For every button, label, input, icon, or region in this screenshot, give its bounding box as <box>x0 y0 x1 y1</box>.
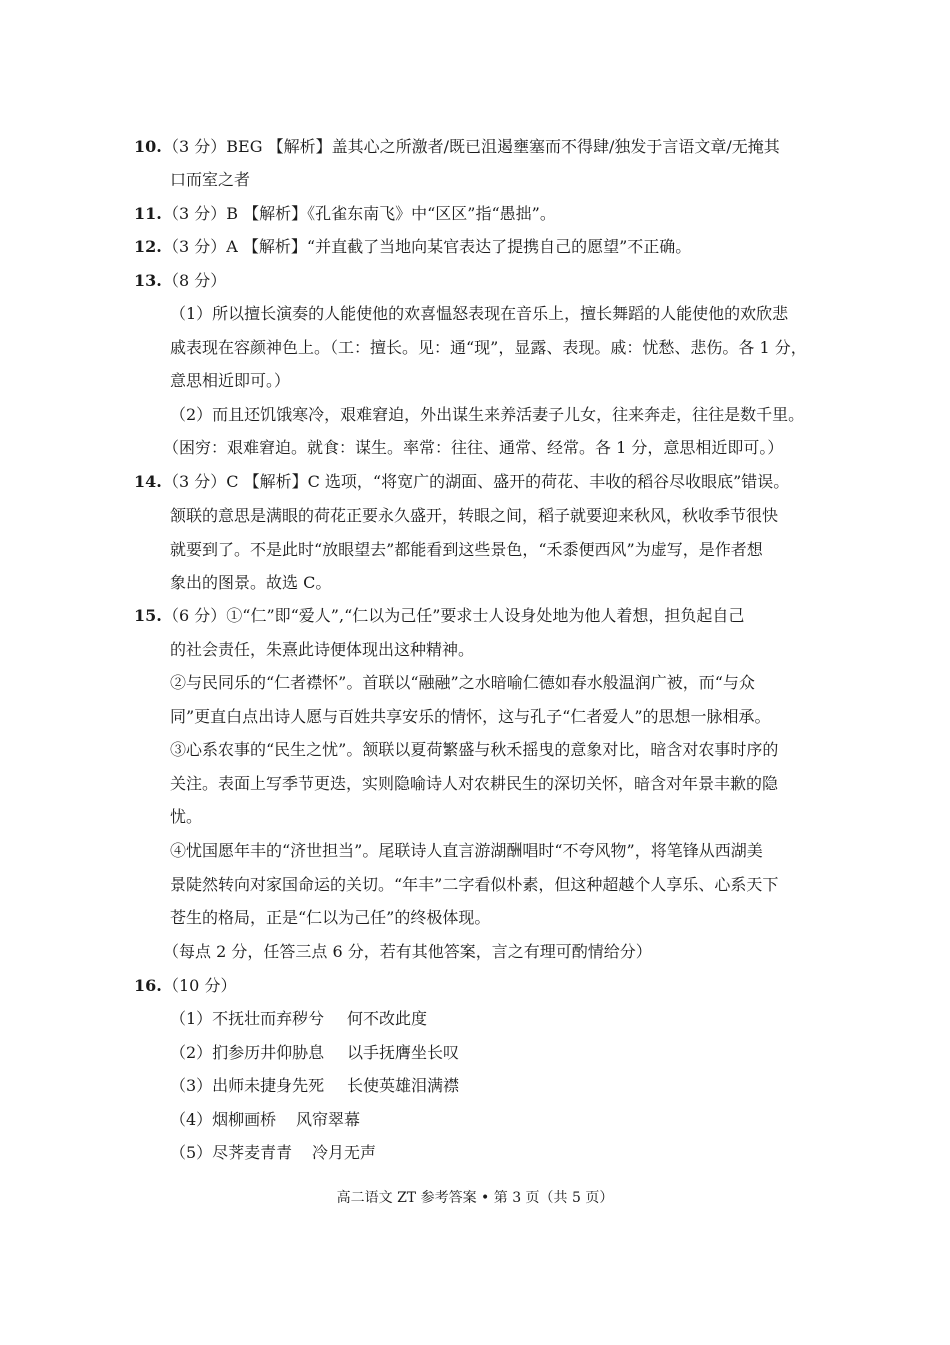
question-number: 10. <box>134 137 162 156</box>
answer-text: （每点 2 分，任答三点 6 分，若有其他答案，言之有理可酌情给分） <box>163 942 652 961</box>
question-number: 16. <box>134 976 162 995</box>
answer-text: （3 分）BEG 【解析】盖其心之所激者/既已沮遏壅塞而不得肆/独发于言语文章/无掩其 <box>163 137 780 156</box>
recitation-label: （3）出师未捷身先死 <box>170 1076 325 1095</box>
question-number: 15. <box>134 606 162 625</box>
recitation-answer: 风帘翠幕 <box>296 1110 361 1129</box>
answer-text: 意思相近即可。） <box>170 371 291 390</box>
answer-text: （3 分）C 【解析】C 选项，“将宽广的湖面、盛开的荷花、丰收的稻谷尽收眼底”错误。 <box>163 472 790 491</box>
page-footer: 高二语文 ZT 参考答案 • 第 3 页（共 5 页） <box>336 1190 614 1206</box>
question-number: 12. <box>134 237 162 256</box>
answer-text: （困穷：艰难窘迫。就食：谋生。率常：往往、通常、经常。各 1 分，意思相近即可。） <box>163 438 784 457</box>
question-number: 14. <box>134 472 162 491</box>
answer-text: ②与民同乐的“仁者襟怀”。首联以“融融”之水暗喻仁德如春水般温润广被，而“与众 <box>170 673 755 692</box>
recitation-answer: 冷月无声 <box>312 1143 377 1162</box>
answer-text: 景陡然转向对家国命运的关切。“年丰”二字看似朴素，但这种超越个人享乐、心系天下 <box>170 875 779 894</box>
answer-text: 的社会责任，朱熹此诗便体现出这种精神。 <box>170 640 475 659</box>
answer-text: （8 分） <box>163 271 227 290</box>
recitation-label: （2）扪参历井仰胁息 <box>170 1043 325 1062</box>
answer-text: 象出的图景。故选 C。 <box>170 573 332 592</box>
answer-text: （10 分） <box>163 976 237 995</box>
question-number: 13. <box>134 271 162 290</box>
recitation-answer: 长使英雄泪满襟 <box>347 1076 460 1095</box>
answer-text: 苍生的格局，正是“仁以为己任”的终极体现。 <box>170 908 491 927</box>
answer-text: （6 分）①“仁”即“爱人”,“仁以为己任”要求士人设身处地为他人着想，担负起自己 <box>163 606 745 625</box>
answer-text: ③心系农事的“民生之忧”。颔联以夏荷繁盛与秋禾摇曳的意象对比，暗含对农事时序的 <box>170 740 779 759</box>
answer-text: 忧。 <box>170 807 203 826</box>
answer-text: （3 分）B 【解析】《孔雀东南飞》中“区区”指“愚拙”。 <box>163 204 556 223</box>
answer-text: （1）所以擅长演奏的人能使他的欢喜愠怒表现在音乐上，擅长舞蹈的人能使他的欢欣悲 <box>170 304 789 323</box>
answer-text: 同”更直白点出诗人愿与百姓共享安乐的情怀，这与孔子“仁者爱人”的思想一脉相承。 <box>170 707 771 726</box>
recitation-label: （1）不抚壮而弃秽兮 <box>170 1009 325 1028</box>
question-number: 11. <box>134 204 162 223</box>
answer-text: （3 分）A 【解析】“并直截了当地向某官表达了提携自己的愿望”不正确。 <box>163 237 692 256</box>
answer-text: 就要到了。不是此时“放眼望去”都能看到这些景色，“禾黍便西风”为虚写，是作者想 <box>170 540 763 559</box>
answer-text: 颔联的意思是满眼的荷花正要永久盛开，转眼之间，稻子就要迎来秋风，秋收季节很快 <box>170 506 779 525</box>
recitation-label: （4）烟柳画桥 <box>170 1110 277 1129</box>
answer-text: 口而室之者 <box>170 170 251 189</box>
recitation-label: （5）尽荠麦青青 <box>170 1143 293 1162</box>
recitation-answer: 以手抚膺坐长叹 <box>347 1043 460 1062</box>
answer-text: 关注。表面上写季节更迭，实则隐喻诗人对农耕民生的深切关怀，暗含对年景丰歉的隐 <box>170 774 779 793</box>
answer-text: ④忧国愿年丰的“济世担当”。尾联诗人直言游湖酬唱时“不夸风物”，将笔锋从西湖美 <box>170 841 763 860</box>
answer-text: 戚表现在容颜神色上。（工：擅长。见：通“现”，显露、表现。戚：忧愁、悲伤。各 1 分， <box>170 338 807 357</box>
answer-text: （2）而且还饥饿寒冷，艰难窘迫，外出谋生来养活妻子儿女，往来奔走，往往是数千里。 <box>170 405 805 424</box>
recitation-answer: 何不改此度 <box>347 1009 428 1028</box>
